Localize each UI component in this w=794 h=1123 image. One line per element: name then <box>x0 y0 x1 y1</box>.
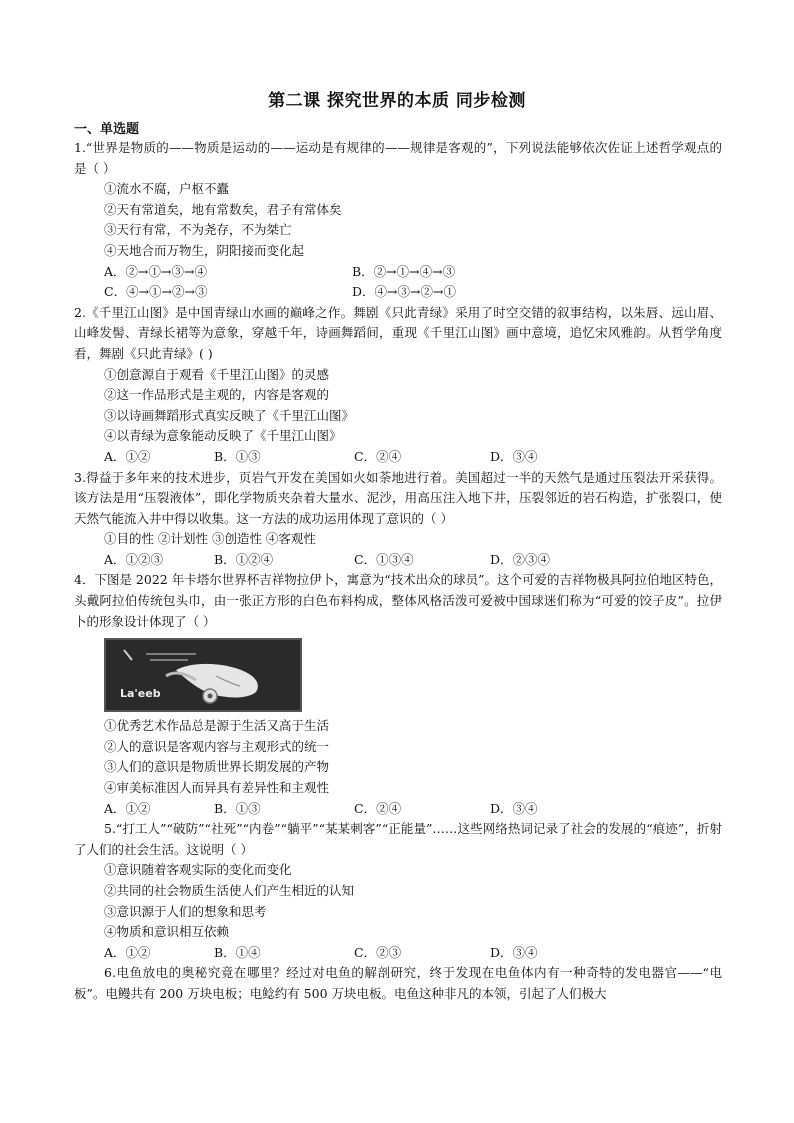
q1-choice-c[interactable]: C．④→①→②→③ <box>104 284 208 300</box>
q5-option: ①意识随着客观实际的变化而变化 <box>104 862 292 878</box>
q3-choice-a[interactable]: A．①②③ <box>104 551 164 567</box>
q2-option: ③以诗画舞蹈形式真实反映了《千里江山图》 <box>104 407 355 423</box>
q1-choice-b[interactable]: B．②→①→④→③ <box>352 263 456 279</box>
question-4-stem: 4．下图是 2022 年卡塔尔世界杯吉祥物拉伊卜，寓意为“技术出众的球员”。这个可爱的吉祥物极具阿拉伯地区特色，头戴阿拉伯传统包头巾，由一张正方形的白色布料构成，整体风格活泼可爱被中国球迷们称为“可爱的饺子皮”。拉伊卜的形象设计体现了（ ） <box>74 572 722 629</box>
q5-choice-a[interactable]: A．①② <box>104 944 151 960</box>
q5-choice-c[interactable]: C．②③ <box>354 944 402 960</box>
q1-choice-a[interactable]: A．②→①→③→④ <box>104 263 207 279</box>
question-1-stem: 1.“世界是物质的——物质是运动的——运动是有规律的——规律是客观的”，下列说法能够依次佐证上述哲学观点的是（ ） <box>74 140 722 176</box>
section-heading: 一、单选题 <box>74 122 140 137</box>
q2-option: ④以青绿为意象能动反映了《千里江山图》 <box>104 428 342 444</box>
q3-choice-c[interactable]: C．①③④ <box>354 551 414 567</box>
q1-choice-d[interactable]: D．④→③→②→① <box>352 284 456 300</box>
q3-choices <box>104 550 722 571</box>
question-list <box>74 138 722 1005</box>
page-title: 第二课 探究世界的本质 同步检测 <box>268 91 526 111</box>
question-3-stem: 3.得益于多年来的技术进步，页岩气开发在美国如火如荼地进行着。美国超过一半的天然气是通过压裂法开采获得。该方法是用“压裂液体”，即化学物质夹杂着大量水、泥沙，用高压注入地下井，压裂邻近的岩石构造，扩张裂口，使天然气能流入井中得以收集。这一方法的成功运用体现了意识的（ ） <box>74 469 722 526</box>
q4-option: ④审美标准因人而异具有差异性和主观性 <box>104 780 330 796</box>
question-2-stem: 2.《千里江山图》是中国青绿山水画的巅峰之作。舞剧《只此青绿》采用了时空交错的叙事结构，以朱唇、远山眉、山峰发髻、青绿长裙等为意象，穿越千年，诗画舞蹈间，重现《千里江山图》画中意境，追忆宋风雅韵。从哲学角度看，舞剧《只此青绿》( ) <box>74 304 722 361</box>
q5-choice-b[interactable]: B．①④ <box>214 944 261 960</box>
q1-option: ③天行有常，不为尧存，不为桀亡 <box>104 222 292 238</box>
q4-choice-d[interactable]: D．③④ <box>490 800 538 816</box>
q2-choices <box>104 447 722 468</box>
q3-option: ①目的性 ②计划性 ③创造性 ④客观性 <box>104 531 316 547</box>
q4-option: ①优秀艺术作品总是源于生活又高于生活 <box>104 718 330 734</box>
q3-choice-b[interactable]: B．①②④ <box>214 551 274 567</box>
q4-choices <box>104 799 722 820</box>
q4-option: ②人的意识是客观内容与主观形式的统一 <box>104 738 330 754</box>
q4-choice-c[interactable]: C．②④ <box>354 800 402 816</box>
q4-option: ③人们的意识是物质世界长期发展的产物 <box>104 759 330 775</box>
figure-label: La'eeb <box>120 686 161 700</box>
question-6-stem: 6.电鱼放电的奥秘究竟在哪里？经过对电鱼的解剖研究，终于发现在电鱼体内有一种奇特的发电器官——“电板”。电鳗共有 200 万块电板；电鲶约有 500 万块电板。电鱼这种非凡的本领，引起了人们极大 <box>74 965 722 1001</box>
question-5-stem: 5.“打工人”“破防”“社死”“内卷”“躺平”“某某刺客”“正能量”……这些网络热词记录了社会的发展的“痕迹”，折射了人们的社会生活。这说明（ ） <box>74 821 722 857</box>
q2-choice-d[interactable]: D．③④ <box>490 448 538 464</box>
q5-choice-d[interactable]: D．③④ <box>490 944 538 960</box>
q1-choices <box>104 262 722 303</box>
q2-choice-b[interactable]: B．①③ <box>214 448 261 464</box>
q2-option: ①创意源自于观看《千里江山图》的灵感 <box>104 366 330 382</box>
q3-choice-d[interactable]: D．②③④ <box>490 551 551 567</box>
q1-option: ①流水不腐，户枢不蠹 <box>104 181 230 197</box>
q1-option: ②天有常道矣，地有常数矣，君子有常体矣 <box>104 201 342 217</box>
q5-option: ④物质和意识相互依赖 <box>104 924 230 940</box>
q5-choices <box>104 943 722 964</box>
q2-choice-c[interactable]: C．②④ <box>354 448 402 464</box>
q2-choice-a[interactable]: A．①② <box>104 448 151 464</box>
q2-option: ②这一作品形式是主观的，内容是客观的 <box>104 387 330 403</box>
q5-option: ②共同的社会物质生活使人们产生相近的认知 <box>104 883 355 898</box>
q4-choice-b[interactable]: B．①③ <box>214 800 261 816</box>
mascot-figure <box>104 638 302 712</box>
q1-option: ④天地合而万物生，阴阳接而变化起 <box>104 242 305 258</box>
q4-choice-a[interactable]: A．①② <box>104 800 151 816</box>
q5-option: ③意识源于人们的想象和思考 <box>104 903 267 919</box>
